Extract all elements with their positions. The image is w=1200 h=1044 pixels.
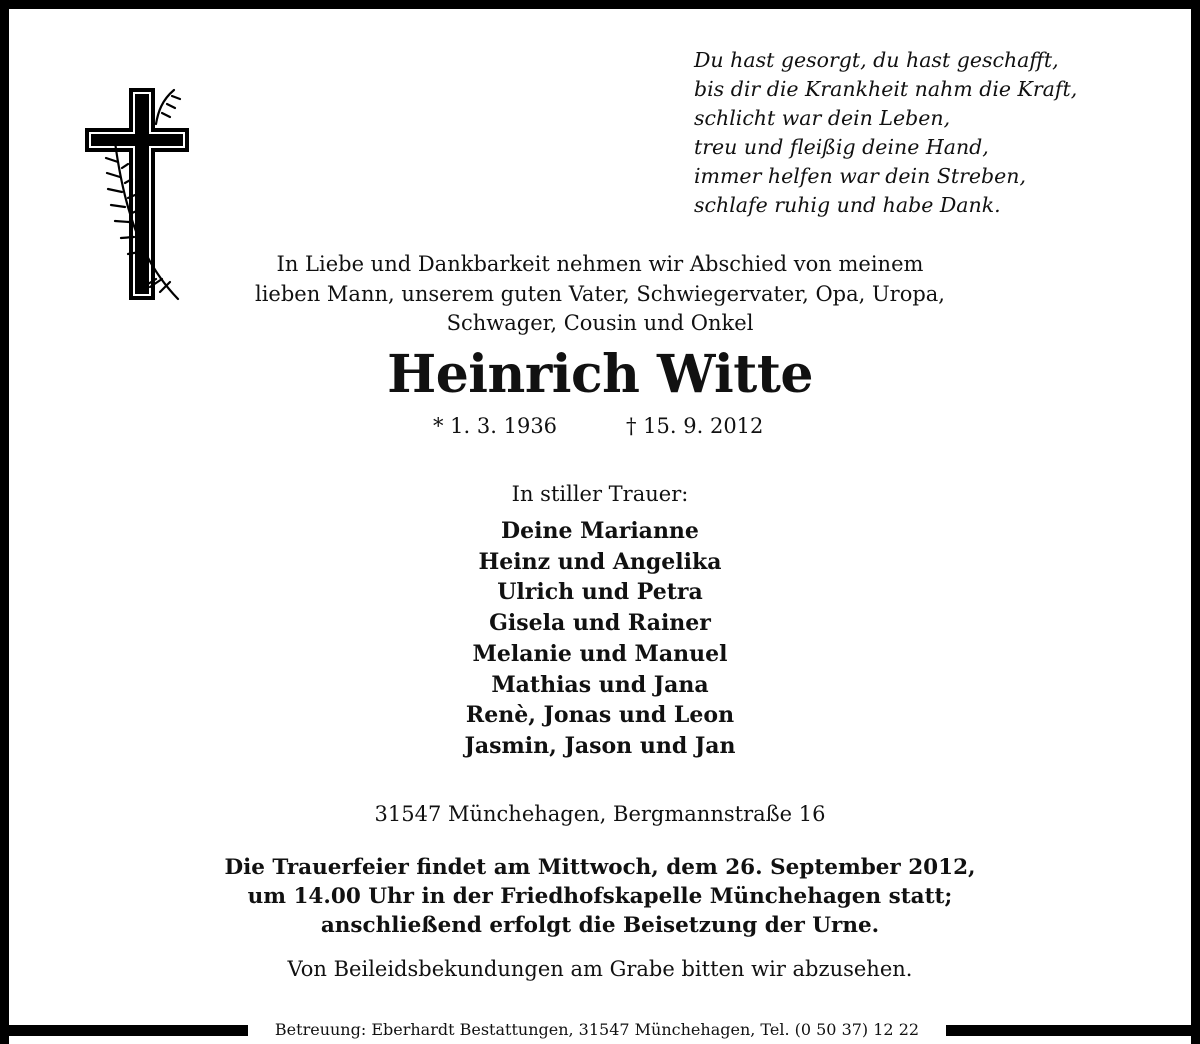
ceremony-line: um 14.00 Uhr in der Friedhofskapelle Münchehagen statt;	[247, 884, 953, 909]
intro-line: In Liebe und Dankbarkeit nehmen wir Abschied von meinem	[276, 252, 924, 276]
mourner-entry: Renè, Jonas und Leon	[465, 702, 735, 729]
verse-line: treu und fleißig deine Hand,	[694, 135, 989, 159]
mourner-entry: Jasmin, Jason und Jan	[464, 732, 736, 759]
deceased-name: Heinrich Witte	[387, 344, 813, 405]
footer-bar-left	[0, 1025, 248, 1036]
verse-line: schlicht war dein Leben,	[694, 106, 951, 130]
mourners-label: In stiller Trauer:	[511, 482, 689, 506]
memorial-verse	[694, 46, 1184, 220]
mourner-entry: Melanie und Manuel	[472, 640, 728, 667]
verse-line: immer helfen war dein Streben,	[694, 164, 1027, 188]
mourner-entry: Heinz und Angelika	[478, 548, 722, 575]
verse-line: Du hast gesorgt, du hast geschafft,	[694, 48, 1059, 72]
mourner-entry: Gisela und Rainer	[489, 610, 711, 637]
intro-line: Schwager, Cousin und Onkel	[446, 311, 754, 335]
ceremony-line: anschließend erfolgt die Beisetzung der Urne.	[320, 913, 880, 938]
mourners-list	[300, 516, 900, 762]
mourner-entry: Deine Marianne	[501, 518, 699, 544]
mourner-entry: Mathias und Jana	[491, 671, 709, 698]
birth-date: * 1. 3. 1936	[433, 414, 558, 438]
footer-bar-right	[946, 1025, 1200, 1036]
condolence-note: Von Beileidsbekundungen am Grabe bitten wir abzusehen.	[287, 957, 913, 981]
verse-line: schlafe ruhig und habe Dank.	[694, 193, 1001, 217]
family-address: 31547 Münchehagen, Bergmannstraße 16	[374, 802, 826, 826]
funeral-home-credit: Betreuung: Eberhardt Bestattungen, 31547 Münchehagen, Tel. (0 50 37) 12 22	[274, 1020, 920, 1039]
death-date: † 15. 9. 2012	[626, 414, 764, 438]
verse-line: bis dir die Krankheit nahm die Kraft,	[694, 77, 1078, 101]
intro-text	[160, 250, 1040, 339]
ceremony-info	[150, 853, 1050, 940]
mourner-entry: Ulrich und Petra	[497, 579, 703, 606]
intro-line: lieben Mann, unserem guten Vater, Schwiegervater, Opa, Uropa,	[255, 281, 945, 306]
ceremony-line: Die Trauerfeier findet am Mittwoch, dem 26. September 2012,	[224, 855, 976, 880]
